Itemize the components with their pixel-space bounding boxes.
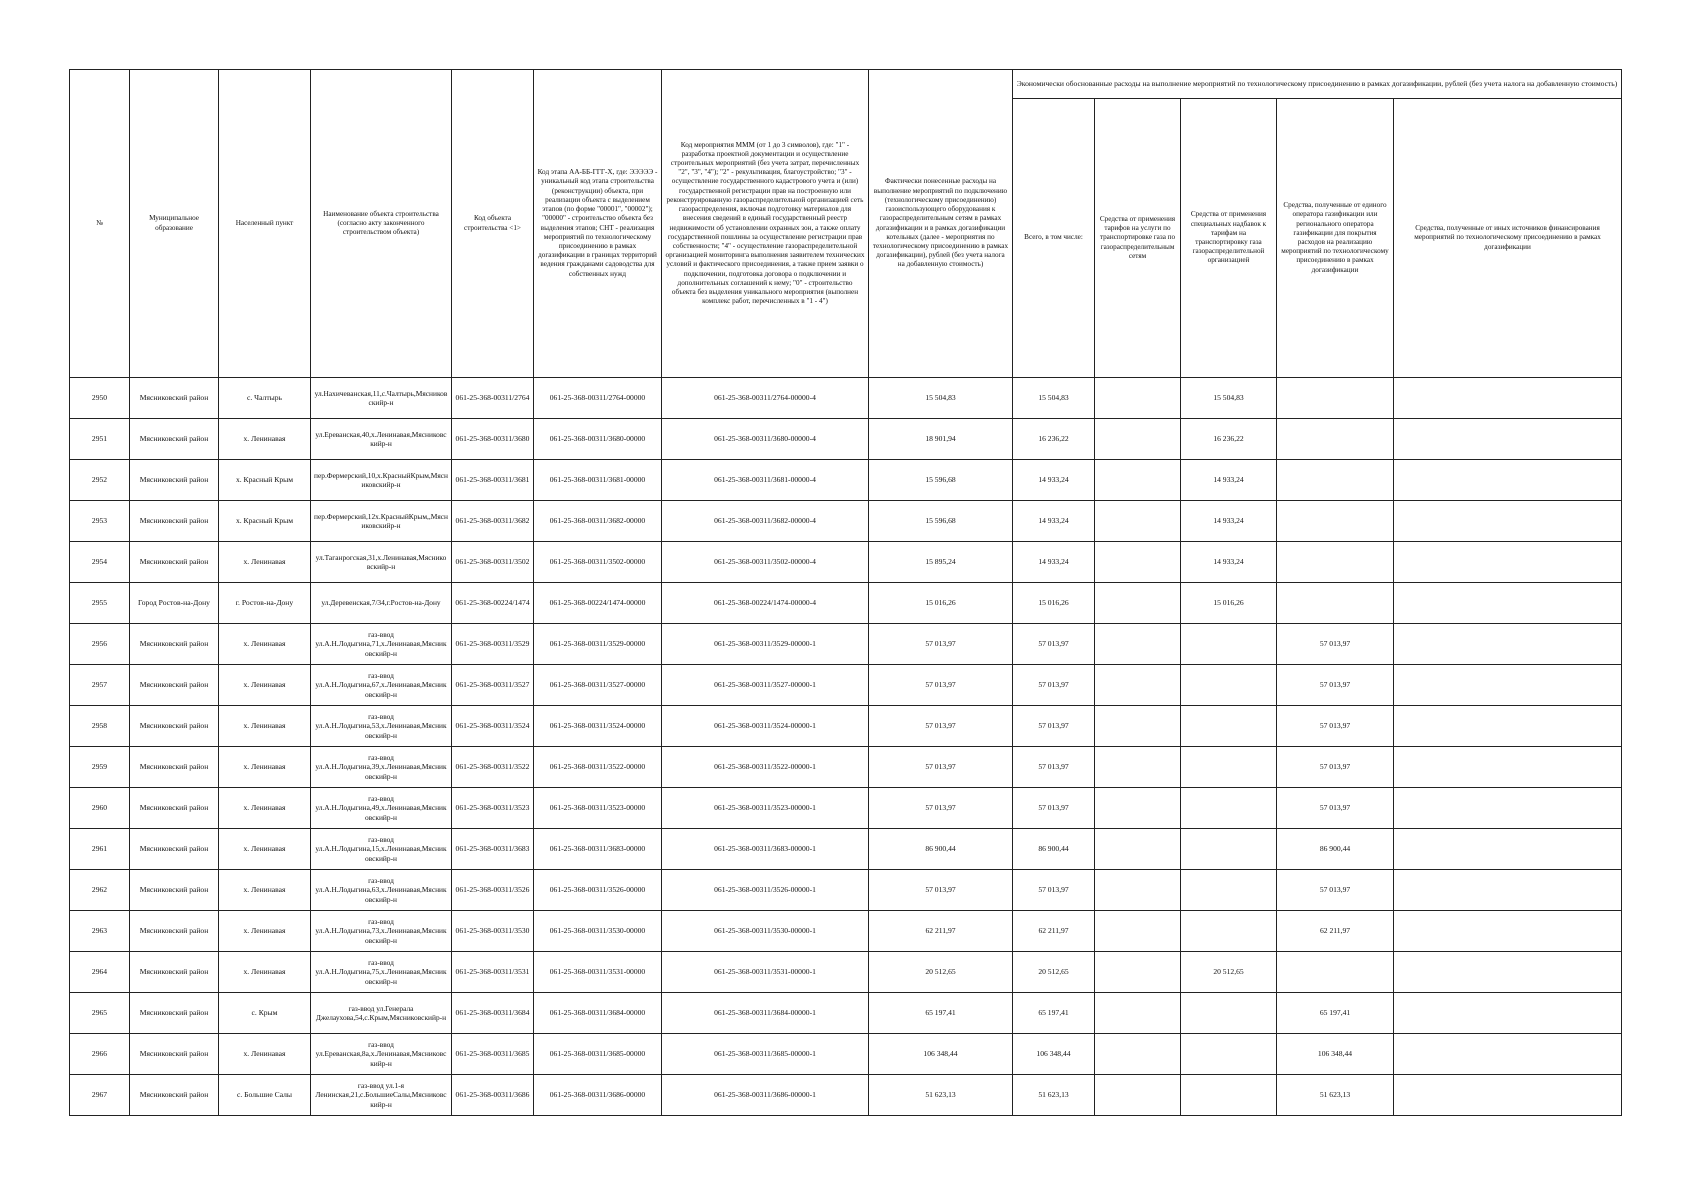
row-surcharge-funds — [1181, 665, 1277, 706]
row-settlement: х. Ленинавая — [219, 911, 311, 952]
table-row — [70, 993, 1622, 1034]
row-settlement: х. Ленинавая — [219, 665, 311, 706]
row-operator-funds — [1277, 419, 1394, 460]
row-settlement: х. Ленинавая — [219, 952, 311, 993]
row-actual-costs: 15 504,83 — [869, 378, 1013, 419]
row-object-name: ул.Нахичеванская,11,с.Чалтырь,Мясниковскийр-н — [311, 378, 452, 419]
table-header — [70, 70, 1622, 378]
row-number: 2957 — [70, 665, 130, 706]
row-event-code: 061-25-368-00311/3527-00000-1 — [662, 665, 869, 706]
row-tariff-funds — [1095, 706, 1181, 747]
row-stage-code: 061-25-368-00311/3683-00000 — [534, 829, 662, 870]
row-event-code: 061-25-368-00224/1474-00000-4 — [662, 583, 869, 624]
document-page — [69, 69, 1621, 1116]
row-operator-funds: 57 013,97 — [1277, 624, 1394, 665]
row-municipality: Мясниковский район — [130, 829, 219, 870]
row-total: 57 013,97 — [1013, 624, 1095, 665]
row-municipality: Мясниковский район — [130, 952, 219, 993]
row-other-funds — [1394, 460, 1622, 501]
row-number: 2962 — [70, 870, 130, 911]
row-number: 2953 — [70, 501, 130, 542]
row-total: 14 933,24 — [1013, 460, 1095, 501]
table-row — [70, 911, 1622, 952]
row-number: 2967 — [70, 1075, 130, 1116]
table-row — [70, 460, 1622, 501]
table-row — [70, 665, 1622, 706]
row-object-name: газ-ввод ул.А.Н.Лодыгина,67,х.Ленинавая,Мясниковскийр-н — [311, 665, 452, 706]
row-actual-costs: 15 895,24 — [869, 542, 1013, 583]
row-event-code: 061-25-368-00311/3683-00000-1 — [662, 829, 869, 870]
row-object-code: 061-25-368-00311/3685 — [452, 1034, 534, 1075]
row-number: 2961 — [70, 829, 130, 870]
row-settlement: х. Красный Крым — [219, 501, 311, 542]
header-surcharge-funds: Средства от применения специальных надбавок к тарифам на транспортировку газа газораспределительной организацией — [1181, 99, 1277, 378]
table-body — [70, 378, 1622, 1116]
row-number: 2963 — [70, 911, 130, 952]
row-number: 2954 — [70, 542, 130, 583]
row-event-code: 061-25-368-00311/3530-00000-1 — [662, 911, 869, 952]
row-other-funds — [1394, 911, 1622, 952]
row-other-funds — [1394, 1075, 1622, 1116]
row-municipality: Мясниковский район — [130, 870, 219, 911]
row-operator-funds: 51 623,13 — [1277, 1075, 1394, 1116]
row-operator-funds — [1277, 583, 1394, 624]
row-actual-costs: 57 013,97 — [869, 706, 1013, 747]
row-actual-costs: 51 623,13 — [869, 1075, 1013, 1116]
row-object-name: ул.Деревенская,7/34,г.Ростов-на-Дону — [311, 583, 452, 624]
row-object-name: ул.Таганрогская,31,х.Ленинавая,Мясниковскийр-н — [311, 542, 452, 583]
row-total: 57 013,97 — [1013, 870, 1095, 911]
row-object-name: газ-ввод ул.А.Н.Лодыгина,39,х.Ленинавая,Мясниковскийр-н — [311, 747, 452, 788]
row-object-name: пер.Фермерский,10,х.КрасныйКрым,Мясниковскийр-н — [311, 460, 452, 501]
row-stage-code: 061-25-368-00311/3686-00000 — [534, 1075, 662, 1116]
row-other-funds — [1394, 829, 1622, 870]
row-object-name: газ-ввод ул.А.Н.Лодыгина,15,х.Ленинавая,Мясниковскийр-н — [311, 829, 452, 870]
row-tariff-funds — [1095, 747, 1181, 788]
row-stage-code: 061-25-368-00311/3684-00000 — [534, 993, 662, 1034]
row-event-code: 061-25-368-00311/3680-00000-4 — [662, 419, 869, 460]
row-object-code: 061-25-368-00311/3530 — [452, 911, 534, 952]
row-stage-code: 061-25-368-00311/3681-00000 — [534, 460, 662, 501]
row-operator-funds: 57 013,97 — [1277, 706, 1394, 747]
row-total: 15 016,26 — [1013, 583, 1095, 624]
table-row — [70, 788, 1622, 829]
row-object-code: 061-25-368-00311/3502 — [452, 542, 534, 583]
row-surcharge-funds: 15 016,26 — [1181, 583, 1277, 624]
row-total: 16 236,22 — [1013, 419, 1095, 460]
row-event-code: 061-25-368-00311/3522-00000-1 — [662, 747, 869, 788]
row-tariff-funds — [1095, 542, 1181, 583]
row-settlement: с. Большие Салы — [219, 1075, 311, 1116]
row-settlement: х. Ленинавая — [219, 542, 311, 583]
row-total: 57 013,97 — [1013, 665, 1095, 706]
row-surcharge-funds — [1181, 788, 1277, 829]
header-municipality: Муниципальное образование — [130, 70, 219, 378]
row-operator-funds: 86 900,44 — [1277, 829, 1394, 870]
row-number: 2958 — [70, 706, 130, 747]
table-row — [70, 829, 1622, 870]
row-municipality: Мясниковский район — [130, 1034, 219, 1075]
row-object-code: 061-25-368-00311/3527 — [452, 665, 534, 706]
row-surcharge-funds: 14 933,24 — [1181, 460, 1277, 501]
row-number: 2960 — [70, 788, 130, 829]
row-actual-costs: 57 013,97 — [869, 788, 1013, 829]
row-other-funds — [1394, 993, 1622, 1034]
row-tariff-funds — [1095, 870, 1181, 911]
header-justified-costs-group: Экономически обоснованные расходы на выполнение мероприятий по технологическому присоединению в рамках догазификации, рублей (без учета налога на добавленную стоимость) — [1013, 70, 1622, 99]
row-number: 2964 — [70, 952, 130, 993]
row-event-code: 061-25-368-00311/3686-00000-1 — [662, 1075, 869, 1116]
row-object-name: газ-ввод ул.А.Н.Лодыгина,73,х.Ленинавая,Мясниковскийр-н — [311, 911, 452, 952]
row-actual-costs: 15 596,68 — [869, 501, 1013, 542]
row-actual-costs: 20 512,65 — [869, 952, 1013, 993]
row-event-code: 061-25-368-00311/2764-00000-4 — [662, 378, 869, 419]
row-surcharge-funds — [1181, 870, 1277, 911]
row-total: 15 504,83 — [1013, 378, 1095, 419]
header-tariff-funds: Средства от применения тарифов на услуги по транспортировке газа по газораспределительным сетям — [1095, 99, 1181, 378]
row-total: 51 623,13 — [1013, 1075, 1095, 1116]
row-other-funds — [1394, 952, 1622, 993]
row-total: 20 512,65 — [1013, 952, 1095, 993]
row-tariff-funds — [1095, 583, 1181, 624]
row-settlement: г. Ростов-на-Дону — [219, 583, 311, 624]
row-total: 86 900,44 — [1013, 829, 1095, 870]
row-tariff-funds — [1095, 419, 1181, 460]
header-stage-code: Код этапа АА-ББ-ГГГ-Х, где: ЭЭЭЭЭ - уникальный код этапа строительства (реконструкции) объекта, при реализации объекта с выделением этапов (по форме "00001", "00002"); "00000" - строительство объекта без выделения этапов; СНТ - реализация мероприятий по технологическому присоединению в рамках догазификации в границах территорий ведения гражданами садоводства для собственных нужд — [534, 70, 662, 378]
row-tariff-funds — [1095, 501, 1181, 542]
row-tariff-funds — [1095, 829, 1181, 870]
row-settlement: с. Крым — [219, 993, 311, 1034]
row-tariff-funds — [1095, 993, 1181, 1034]
row-other-funds — [1394, 665, 1622, 706]
row-object-code: 061-25-368-00311/3524 — [452, 706, 534, 747]
row-operator-funds: 57 013,97 — [1277, 788, 1394, 829]
row-number: 2956 — [70, 624, 130, 665]
row-municipality: Мясниковский район — [130, 1075, 219, 1116]
row-settlement: х. Ленинавая — [219, 870, 311, 911]
row-other-funds — [1394, 501, 1622, 542]
row-municipality: Мясниковский район — [130, 911, 219, 952]
row-total: 14 933,24 — [1013, 501, 1095, 542]
row-operator-funds: 57 013,97 — [1277, 747, 1394, 788]
row-stage-code: 061-25-368-00311/3529-00000 — [534, 624, 662, 665]
row-surcharge-funds — [1181, 1075, 1277, 1116]
row-object-code: 061-25-368-00311/3682 — [452, 501, 534, 542]
row-stage-code: 061-25-368-00311/3523-00000 — [534, 788, 662, 829]
row-object-name: газ-ввод ул.1-я Ленинская,21,с.БольшиеСалы,Мясниковскийр-н — [311, 1075, 452, 1116]
row-event-code: 061-25-368-00311/3681-00000-4 — [662, 460, 869, 501]
row-object-code: 061-25-368-00311/3529 — [452, 624, 534, 665]
row-tariff-funds — [1095, 788, 1181, 829]
row-actual-costs: 57 013,97 — [869, 624, 1013, 665]
row-other-funds — [1394, 583, 1622, 624]
row-surcharge-funds — [1181, 829, 1277, 870]
row-other-funds — [1394, 542, 1622, 583]
row-operator-funds: 57 013,97 — [1277, 665, 1394, 706]
row-total: 57 013,97 — [1013, 747, 1095, 788]
row-settlement: х. Красный Крым — [219, 460, 311, 501]
header-object-name: Наименование объекта строительства (согласно акту законченного строительством объекта) — [311, 70, 452, 378]
row-event-code: 061-25-368-00311/3682-00000-4 — [662, 501, 869, 542]
row-surcharge-funds: 20 512,65 — [1181, 952, 1277, 993]
header-actual-costs: Фактически понесенные расходы на выполнение мероприятий по подключению (технологическому присоединению) газоиспользующего оборудования к газораспределительным сетям в рамках догазификации и в рамках догазификации котельных (далее - мероприятия по технологическому присоединению в рамках догазификации), рублей (без учета налога на добавленную стоимость) — [869, 70, 1013, 378]
header-no: № — [70, 70, 130, 378]
row-operator-funds — [1277, 501, 1394, 542]
row-stage-code: 061-25-368-00224/1474-00000 — [534, 583, 662, 624]
row-operator-funds: 106 348,44 — [1277, 1034, 1394, 1075]
row-surcharge-funds — [1181, 993, 1277, 1034]
table-row — [70, 419, 1622, 460]
row-other-funds — [1394, 419, 1622, 460]
table-row — [70, 583, 1622, 624]
row-stage-code: 061-25-368-00311/3502-00000 — [534, 542, 662, 583]
row-number: 2951 — [70, 419, 130, 460]
row-event-code: 061-25-368-00311/3523-00000-1 — [662, 788, 869, 829]
row-municipality: Мясниковский район — [130, 747, 219, 788]
row-other-funds — [1394, 378, 1622, 419]
row-object-code: 061-25-368-00311/3680 — [452, 419, 534, 460]
row-other-funds — [1394, 788, 1622, 829]
row-settlement: х. Ленинавая — [219, 1034, 311, 1075]
table-row — [70, 378, 1622, 419]
row-stage-code: 061-25-368-00311/3531-00000 — [534, 952, 662, 993]
row-settlement: х. Ленинавая — [219, 419, 311, 460]
row-event-code: 061-25-368-00311/3529-00000-1 — [662, 624, 869, 665]
row-tariff-funds — [1095, 911, 1181, 952]
row-object-name: пер.Фермерский,12х.КрасныйКрым,,Мясниковскийр-н — [311, 501, 452, 542]
row-municipality: Мясниковский район — [130, 665, 219, 706]
row-actual-costs: 57 013,97 — [869, 870, 1013, 911]
row-total: 62 211,97 — [1013, 911, 1095, 952]
table-row — [70, 747, 1622, 788]
row-object-code: 061-25-368-00224/1474 — [452, 583, 534, 624]
row-tariff-funds — [1095, 1034, 1181, 1075]
row-other-funds — [1394, 870, 1622, 911]
row-actual-costs: 15 596,68 — [869, 460, 1013, 501]
row-tariff-funds — [1095, 460, 1181, 501]
row-total: 57 013,97 — [1013, 706, 1095, 747]
table-row — [70, 624, 1622, 665]
row-event-code: 061-25-368-00311/3502-00000-4 — [662, 542, 869, 583]
row-object-name: газ-ввод ул.Генерала Джелаухова,54,с.Крым,Мясниковскийр-н — [311, 993, 452, 1034]
row-municipality: Город Ростов-на-Дону — [130, 583, 219, 624]
row-municipality: Мясниковский район — [130, 419, 219, 460]
row-surcharge-funds — [1181, 624, 1277, 665]
row-municipality: Мясниковский район — [130, 706, 219, 747]
row-settlement: х. Ленинавая — [219, 788, 311, 829]
row-municipality: Мясниковский район — [130, 460, 219, 501]
table-row — [70, 542, 1622, 583]
header-other-funds: Средства, полученные от иных источников финансирования мероприятий по технологическому присоединению в рамках догазификации — [1394, 99, 1622, 378]
row-total: 14 933,24 — [1013, 542, 1095, 583]
table-row — [70, 1075, 1622, 1116]
row-event-code: 061-25-368-00311/3526-00000-1 — [662, 870, 869, 911]
row-object-code: 061-25-368-00311/3681 — [452, 460, 534, 501]
row-other-funds — [1394, 706, 1622, 747]
row-object-name: газ-ввод ул.Ереванская,8а,х.Ленинавая,Мясниковскийр-н — [311, 1034, 452, 1075]
row-surcharge-funds — [1181, 911, 1277, 952]
row-settlement: с. Чалтырь — [219, 378, 311, 419]
row-object-code: 061-25-368-00311/3523 — [452, 788, 534, 829]
row-actual-costs: 65 197,41 — [869, 993, 1013, 1034]
row-stage-code: 061-25-368-00311/3524-00000 — [534, 706, 662, 747]
row-surcharge-funds — [1181, 706, 1277, 747]
row-tariff-funds — [1095, 665, 1181, 706]
row-municipality: Мясниковский район — [130, 993, 219, 1034]
row-operator-funds: 65 197,41 — [1277, 993, 1394, 1034]
row-number: 2952 — [70, 460, 130, 501]
row-other-funds — [1394, 624, 1622, 665]
row-settlement: х. Ленинавая — [219, 829, 311, 870]
row-surcharge-funds — [1181, 1034, 1277, 1075]
row-total: 106 348,44 — [1013, 1034, 1095, 1075]
row-operator-funds — [1277, 460, 1394, 501]
row-municipality: Мясниковский район — [130, 501, 219, 542]
row-actual-costs: 62 211,97 — [869, 911, 1013, 952]
row-object-code: 061-25-368-00311/3683 — [452, 829, 534, 870]
row-settlement: х. Ленинавая — [219, 747, 311, 788]
row-number: 2965 — [70, 993, 130, 1034]
row-actual-costs: 86 900,44 — [869, 829, 1013, 870]
row-surcharge-funds: 14 933,24 — [1181, 542, 1277, 583]
row-municipality: Мясниковский район — [130, 788, 219, 829]
header-total: Всего, в том числе: — [1013, 99, 1095, 378]
row-number: 2955 — [70, 583, 130, 624]
row-surcharge-funds — [1181, 747, 1277, 788]
row-other-funds — [1394, 1034, 1622, 1075]
row-event-code: 061-25-368-00311/3685-00000-1 — [662, 1034, 869, 1075]
row-tariff-funds — [1095, 952, 1181, 993]
row-number: 2966 — [70, 1034, 130, 1075]
row-stage-code: 061-25-368-00311/2764-00000 — [534, 378, 662, 419]
row-stage-code: 061-25-368-00311/3527-00000 — [534, 665, 662, 706]
row-surcharge-funds: 15 504,83 — [1181, 378, 1277, 419]
row-municipality: Мясниковский район — [130, 542, 219, 583]
row-municipality: Мясниковский район — [130, 624, 219, 665]
table-row — [70, 706, 1622, 747]
row-object-code: 061-25-368-00311/3531 — [452, 952, 534, 993]
table-row — [70, 952, 1622, 993]
row-surcharge-funds: 16 236,22 — [1181, 419, 1277, 460]
row-actual-costs: 57 013,97 — [869, 747, 1013, 788]
row-tariff-funds — [1095, 1075, 1181, 1116]
row-object-name: газ-ввод ул.А.Н.Лодыгина,49,х.Ленинавая,Мясниковскийр-н — [311, 788, 452, 829]
row-object-code: 061-25-368-00311/2764 — [452, 378, 534, 419]
table-row — [70, 501, 1622, 542]
row-tariff-funds — [1095, 624, 1181, 665]
table-row — [70, 1034, 1622, 1075]
row-settlement: х. Ленинавая — [219, 624, 311, 665]
row-total: 65 197,41 — [1013, 993, 1095, 1034]
row-stage-code: 061-25-368-00311/3680-00000 — [534, 419, 662, 460]
row-object-name: газ-ввод ул.А.Н.Лодыгина,63,х.Ленинавая,Мясниковскийр-н — [311, 870, 452, 911]
row-object-name: газ-ввод ул.А.Н.Лодыгина,75,х.Ленинавая,Мясниковскийр-н — [311, 952, 452, 993]
row-operator-funds — [1277, 378, 1394, 419]
row-stage-code: 061-25-368-00311/3530-00000 — [534, 911, 662, 952]
row-event-code: 061-25-368-00311/3531-00000-1 — [662, 952, 869, 993]
row-event-code: 061-25-368-00311/3684-00000-1 — [662, 993, 869, 1034]
row-operator-funds: 57 013,97 — [1277, 870, 1394, 911]
header-object-code: Код объекта строительства <1> — [452, 70, 534, 378]
header-settlement: Населенный пункт — [219, 70, 311, 378]
row-tariff-funds — [1095, 378, 1181, 419]
row-stage-code: 061-25-368-00311/3682-00000 — [534, 501, 662, 542]
row-actual-costs: 106 348,44 — [869, 1034, 1013, 1075]
header-event-code: Код мероприятия МММ (от 1 до 3 символов), где: "1" - разработка проектной документации и осуществление строительных мероприятий (без учета затрат, перечисленных "2", "3", "4"); "2" - рекультивация, благоустройство; "3" - осуществление государственного кадастрового учета и (или) государственной регистрации прав на построенную или реконструированную газораспределительной организацией сеть газораспределения, включая подготовку материалов для внесения сведений в единый государственный реестр недвижимости об установлении охранных зон, а также оплату государственной пошлины за осуществление регистрации прав собственности; "4" - осуществление газораспределительной организацией мониторинга выполнения заявителем технических условий и фактического присоединения, а также прием заявки о подключении, подготовка договора о подключении и дополнительных соглашений к нему; "0" - строительство объекта без выделения уникального мероприятия (выполнен комплекс работ, перечисленных в "1 - 4") — [662, 70, 869, 378]
row-actual-costs: 15 016,26 — [869, 583, 1013, 624]
row-object-name: ул.Ереванская,40,х.Ленинавая,Мясниковскийр-н — [311, 419, 452, 460]
row-object-code: 061-25-368-00311/3522 — [452, 747, 534, 788]
table-row — [70, 870, 1622, 911]
row-settlement: х. Ленинавая — [219, 706, 311, 747]
row-municipality: Мясниковский район — [130, 378, 219, 419]
row-operator-funds — [1277, 542, 1394, 583]
row-object-code: 061-25-368-00311/3684 — [452, 993, 534, 1034]
header-operator-funds: Средства, полученные от единого оператора газификации или регионального оператора газификации для покрытия расходов на реализацию мероприятий по технологическому присоединению в рамках догазификации — [1277, 99, 1394, 378]
row-surcharge-funds: 14 933,24 — [1181, 501, 1277, 542]
row-actual-costs: 57 013,97 — [869, 665, 1013, 706]
row-object-name: газ-ввод ул.А.Н.Лодыгина,53,х.Ленинавая,Мясниковскийр-н — [311, 706, 452, 747]
row-total: 57 013,97 — [1013, 788, 1095, 829]
row-operator-funds: 62 211,97 — [1277, 911, 1394, 952]
row-object-code: 061-25-368-00311/3526 — [452, 870, 534, 911]
row-stage-code: 061-25-368-00311/3526-00000 — [534, 870, 662, 911]
gasification-costs-table — [69, 69, 1622, 1116]
row-event-code: 061-25-368-00311/3524-00000-1 — [662, 706, 869, 747]
row-number: 2959 — [70, 747, 130, 788]
row-operator-funds — [1277, 952, 1394, 993]
row-stage-code: 061-25-368-00311/3522-00000 — [534, 747, 662, 788]
row-other-funds — [1394, 747, 1622, 788]
row-object-code: 061-25-368-00311/3686 — [452, 1075, 534, 1116]
row-object-name: газ-ввод ул.А.Н.Лодыгина,71,х.Ленинавая,Мясниковскийр-н — [311, 624, 452, 665]
row-number: 2950 — [70, 378, 130, 419]
row-actual-costs: 18 901,94 — [869, 419, 1013, 460]
row-stage-code: 061-25-368-00311/3685-00000 — [534, 1034, 662, 1075]
